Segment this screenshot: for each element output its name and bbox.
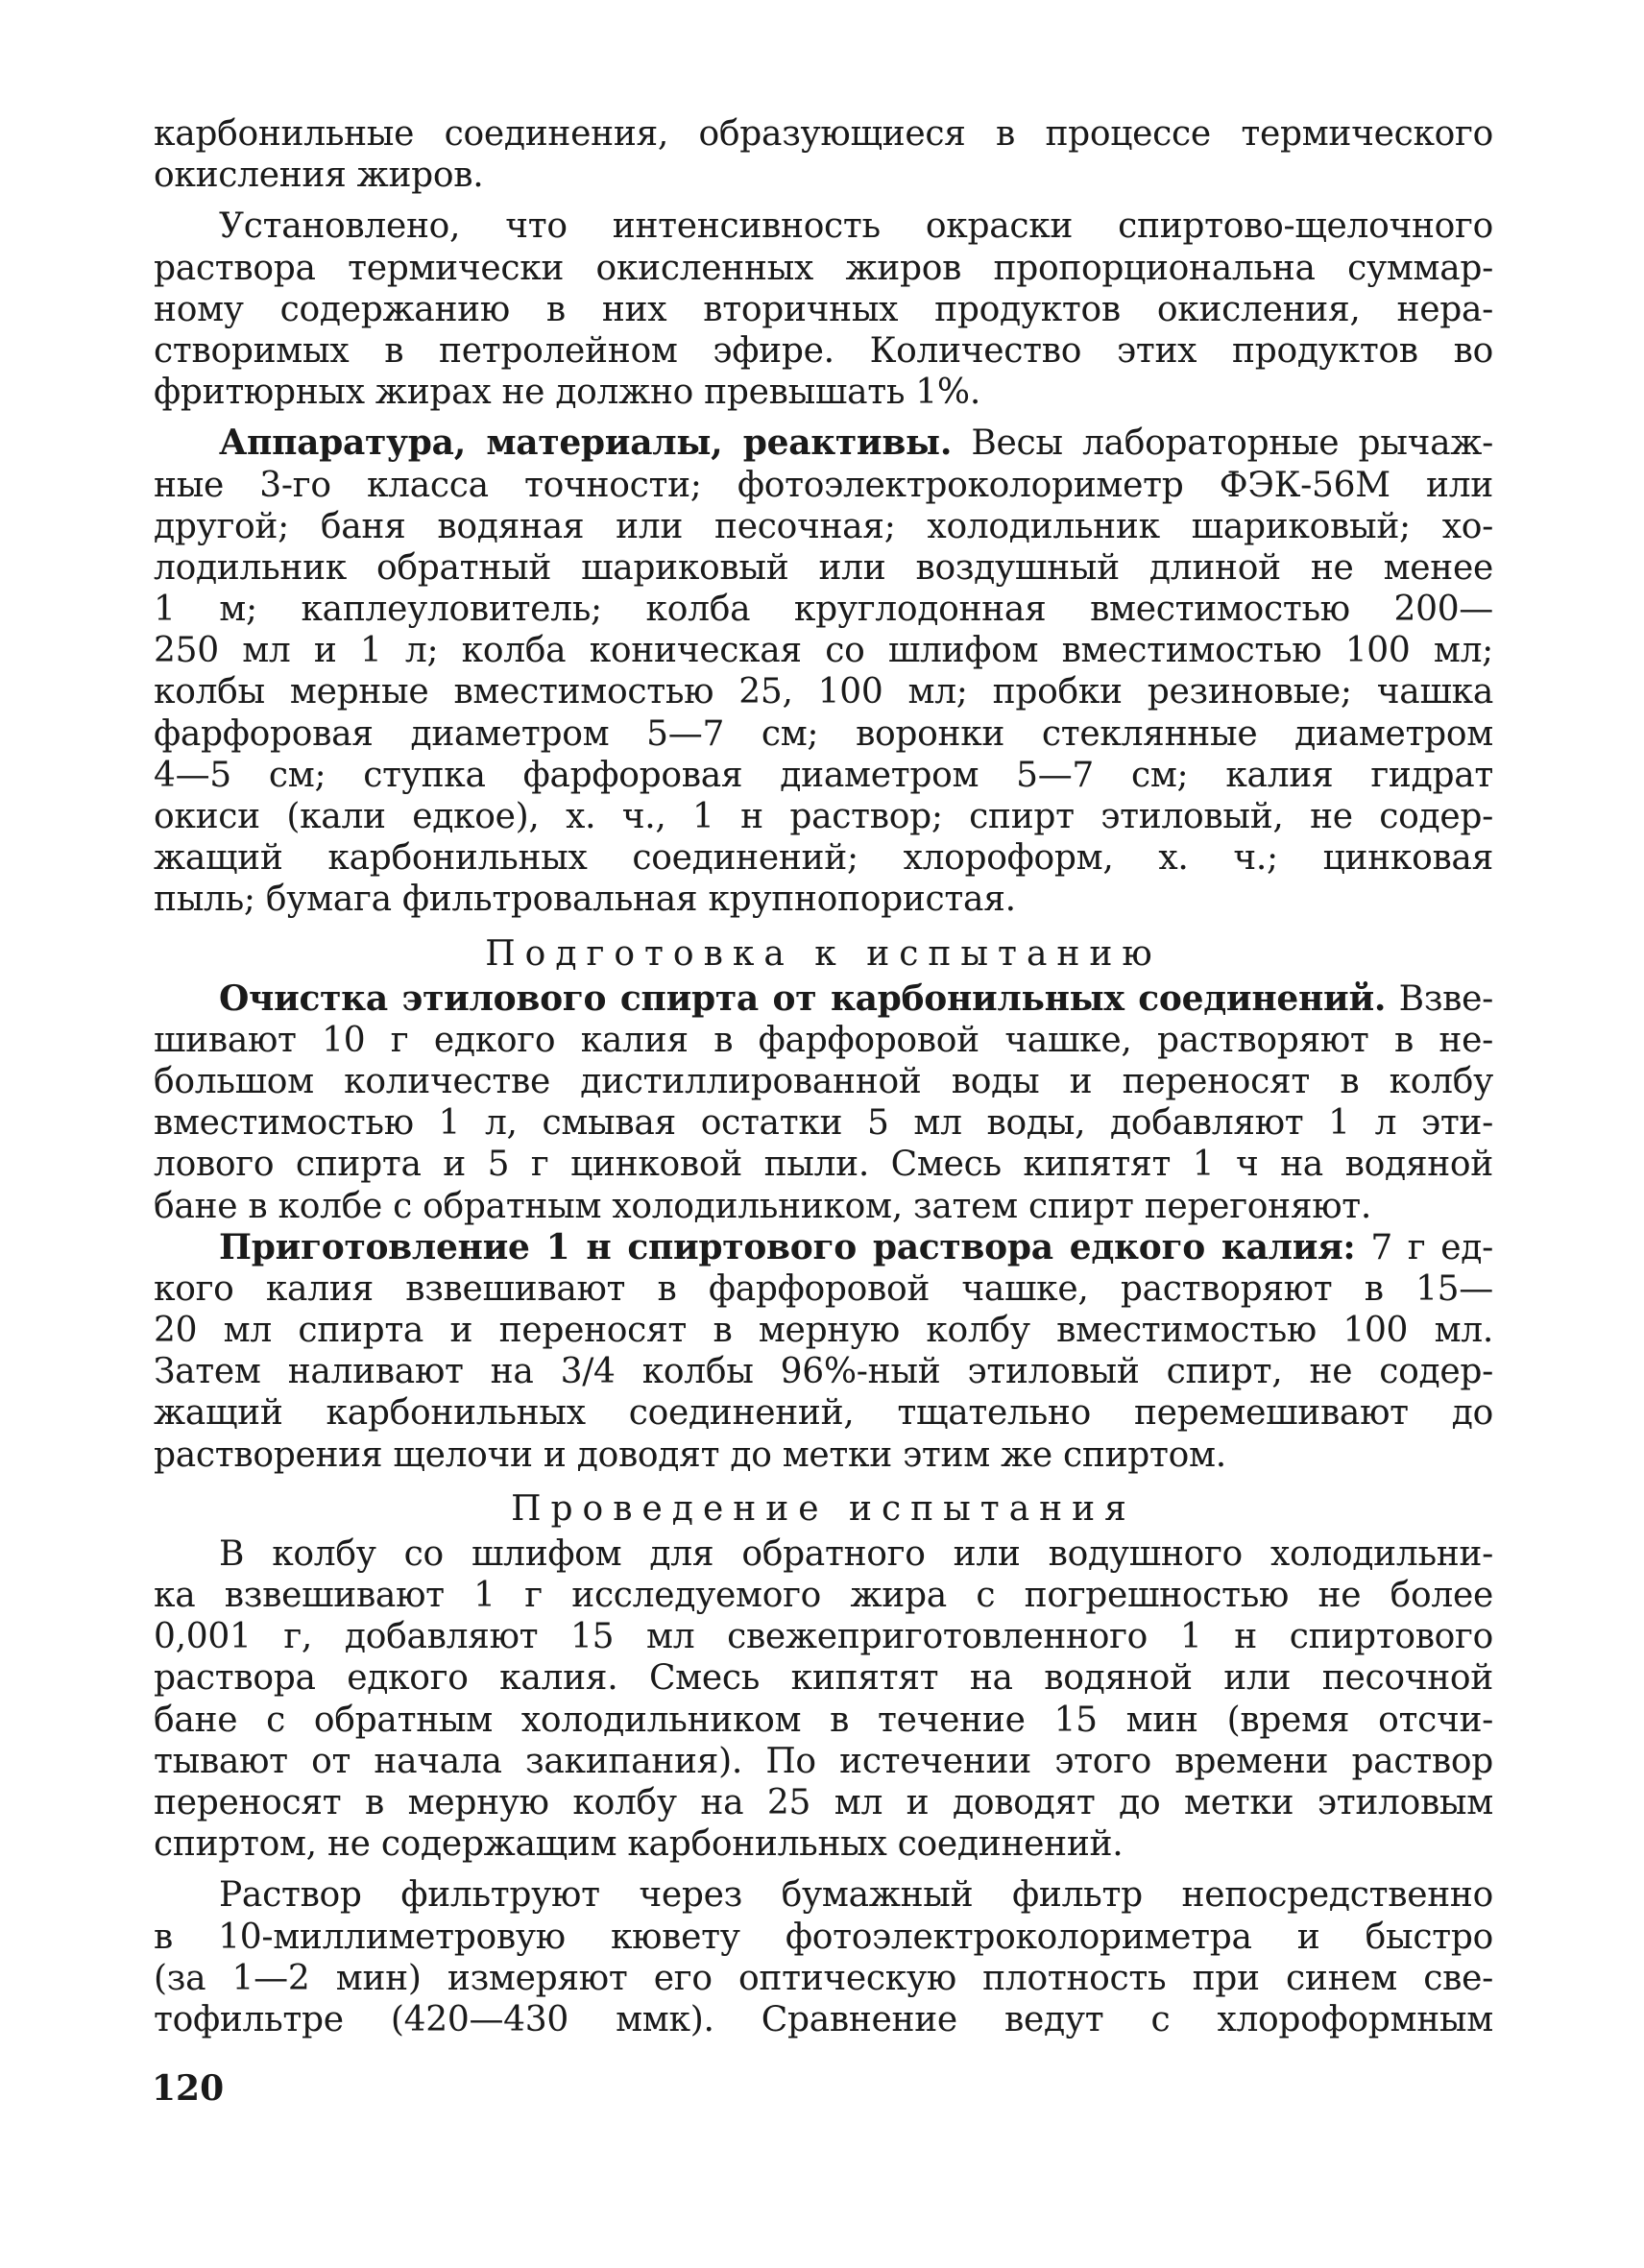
text-line: пыль; бумага фильтровальная крупнопористая.: [154, 880, 1016, 920]
text-line: раствора едкого калия. Смесь кипятят на водяной или песочной: [154, 1658, 1493, 1699]
text-line: спиртом, не содержащим карбонильных соединений.: [154, 1824, 1124, 1865]
text-line: окисления жиров.: [154, 156, 484, 196]
run-in-heading: Очистка этилового спирта от карбонильных соединений.: [219, 977, 1387, 1019]
text-line: большом количестве дистиллированной воды и переносят в колбу: [154, 1061, 1493, 1101]
paragraph-alcohol-purification: [154, 978, 1493, 1227]
text-line: другой; баня водяная или песочная; холодильник шариковый; хо-: [154, 506, 1493, 546]
text-line: ные 3-го класса точности; фотоэлектроколориметр ФЭК-56М или: [154, 465, 1493, 505]
text-line: колбы мерные вместимостью 25, 100 мл; пробки резиновые; чашка: [154, 672, 1493, 712]
text-line: Установлено, что интенсивность окраски спиртово-щелочного: [219, 206, 1493, 247]
text-line: фритюрных жирах не должно превышать 1%.: [154, 373, 980, 413]
page-number: 120: [152, 2068, 225, 2109]
text-line: 4—5 см; ступка фарфоровая диаметром 5—7 см; калия гидрат: [154, 755, 1493, 795]
text-line: ка взвешивают 1 г исследуемого жира с погрешностью не более: [154, 1576, 1493, 1615]
page-body: [154, 113, 1493, 2040]
text-line: 0,001 г, добавляют 15 мл свежеприготовленного 1 н спиртового: [154, 1617, 1493, 1657]
text-line: [154, 978, 1493, 1020]
section-heading-procedure: Проведение испытания: [511, 1488, 1136, 1529]
text-line: растворения щелочи и доводят до метки этим же спиртом.: [154, 1435, 1226, 1475]
paragraph-equipment: [154, 422, 1493, 920]
text-line: жащий карбонильных соединений, тщательно перемешивают до: [154, 1393, 1493, 1434]
paragraph-procedure: [154, 1533, 1493, 1866]
text-line: тофильтре (420—430 ммк). Сравнение ведут с хлороформным: [154, 1999, 1493, 2039]
run-in-heading: Приготовление 1 н спиртового раствора едкого калия:: [219, 1226, 1356, 1267]
text-line: кого калия взвешивают в фарфоровой чашке, растворяют в 15—: [154, 1268, 1493, 1309]
run-in-heading: Аппаратура, материалы, реактивы.: [219, 422, 953, 464]
text-run: Весы лабораторные рычаж-: [971, 423, 1493, 464]
paragraph-established: [154, 205, 1493, 413]
text-run: 7 г ед-: [1370, 1227, 1493, 1267]
text-line: жащий карбонильных соединений; хлороформ, х. ч.; цинковая: [154, 838, 1493, 879]
text-line: фарфоровая диаметром 5—7 см; воронки стеклянные диаметром: [154, 713, 1493, 754]
text-line: переносят в мерную колбу на 25 мл и доводят до метки этиловым: [154, 1782, 1493, 1822]
text-line: лового спирта и 5 г цинковой пыли. Смесь кипятят 1 ч на водяной: [154, 1145, 1493, 1185]
text-line: раствора термически окисленных жиров пропорциональна суммар-: [154, 248, 1493, 288]
text-line: 250 мл и 1 л; колба коническая со шлифом вместимостью 100 мл;: [154, 631, 1493, 671]
text-line: 20 мл спирта и переносят в мерную колбу вместимостью 100 мл.: [154, 1311, 1493, 1351]
paragraph-continuation: [154, 113, 1493, 196]
section-heading-preparation: Подготовка к испытанию: [485, 933, 1162, 974]
text-line: Затем наливают на 3/4 колбы 96%-ный этиловый спирт, не содер-: [154, 1352, 1493, 1392]
text-line: лодильник обратный шариковый или воздушный длиной не менее: [154, 547, 1493, 588]
text-line: (за 1—2 мин) измеряют его оптическую плотность при синем све-: [154, 1958, 1493, 1998]
text-run: Взве-: [1398, 978, 1493, 1019]
paragraph-koh-solution: [154, 1227, 1493, 1476]
text-line: [154, 1227, 1493, 1268]
text-line: бане в колбе с обратным холодильником, затем спирт перегоняют.: [154, 1186, 1372, 1226]
text-line: шивают 10 г едкого калия в фарфоровой чашке, растворяют в не-: [154, 1020, 1493, 1060]
paragraph-filtering: [154, 1874, 1493, 2040]
text-line: бане с обратным холодильником в течение 15 мин (время отсчи-: [154, 1700, 1493, 1740]
text-line: Раствор фильтруют через бумажный фильтр непосредственно: [219, 1875, 1493, 1916]
text-line: карбонильные соединения, образующиеся в процессе термического: [154, 114, 1493, 154]
text-line: В колбу со шлифом для обратного или водушного холодильни-: [219, 1533, 1493, 1574]
text-line: в 10-миллиметровую кювету фотоэлектроколориметра и быстро: [154, 1917, 1493, 1957]
text-line: окиси (кали едкое), х. ч., 1 н раствор; спирт этиловый, не содер-: [154, 797, 1493, 836]
text-line: створимых в петролейном эфире. Количество этих продуктов во: [154, 330, 1493, 371]
text-line: [154, 422, 1493, 464]
text-line: вместимостью 1 л, смывая остатки 5 мл воды, добавляют 1 л эти-: [154, 1103, 1493, 1144]
text-line: ному содержанию в них вторичных продуктов окисления, нера-: [154, 289, 1493, 329]
text-line: 1 м; каплеуловитель; колба круглодонная вместимостью 200—: [154, 590, 1493, 630]
text-line: тывают от начала закипания). По истечении этого времени раствор: [154, 1741, 1493, 1781]
